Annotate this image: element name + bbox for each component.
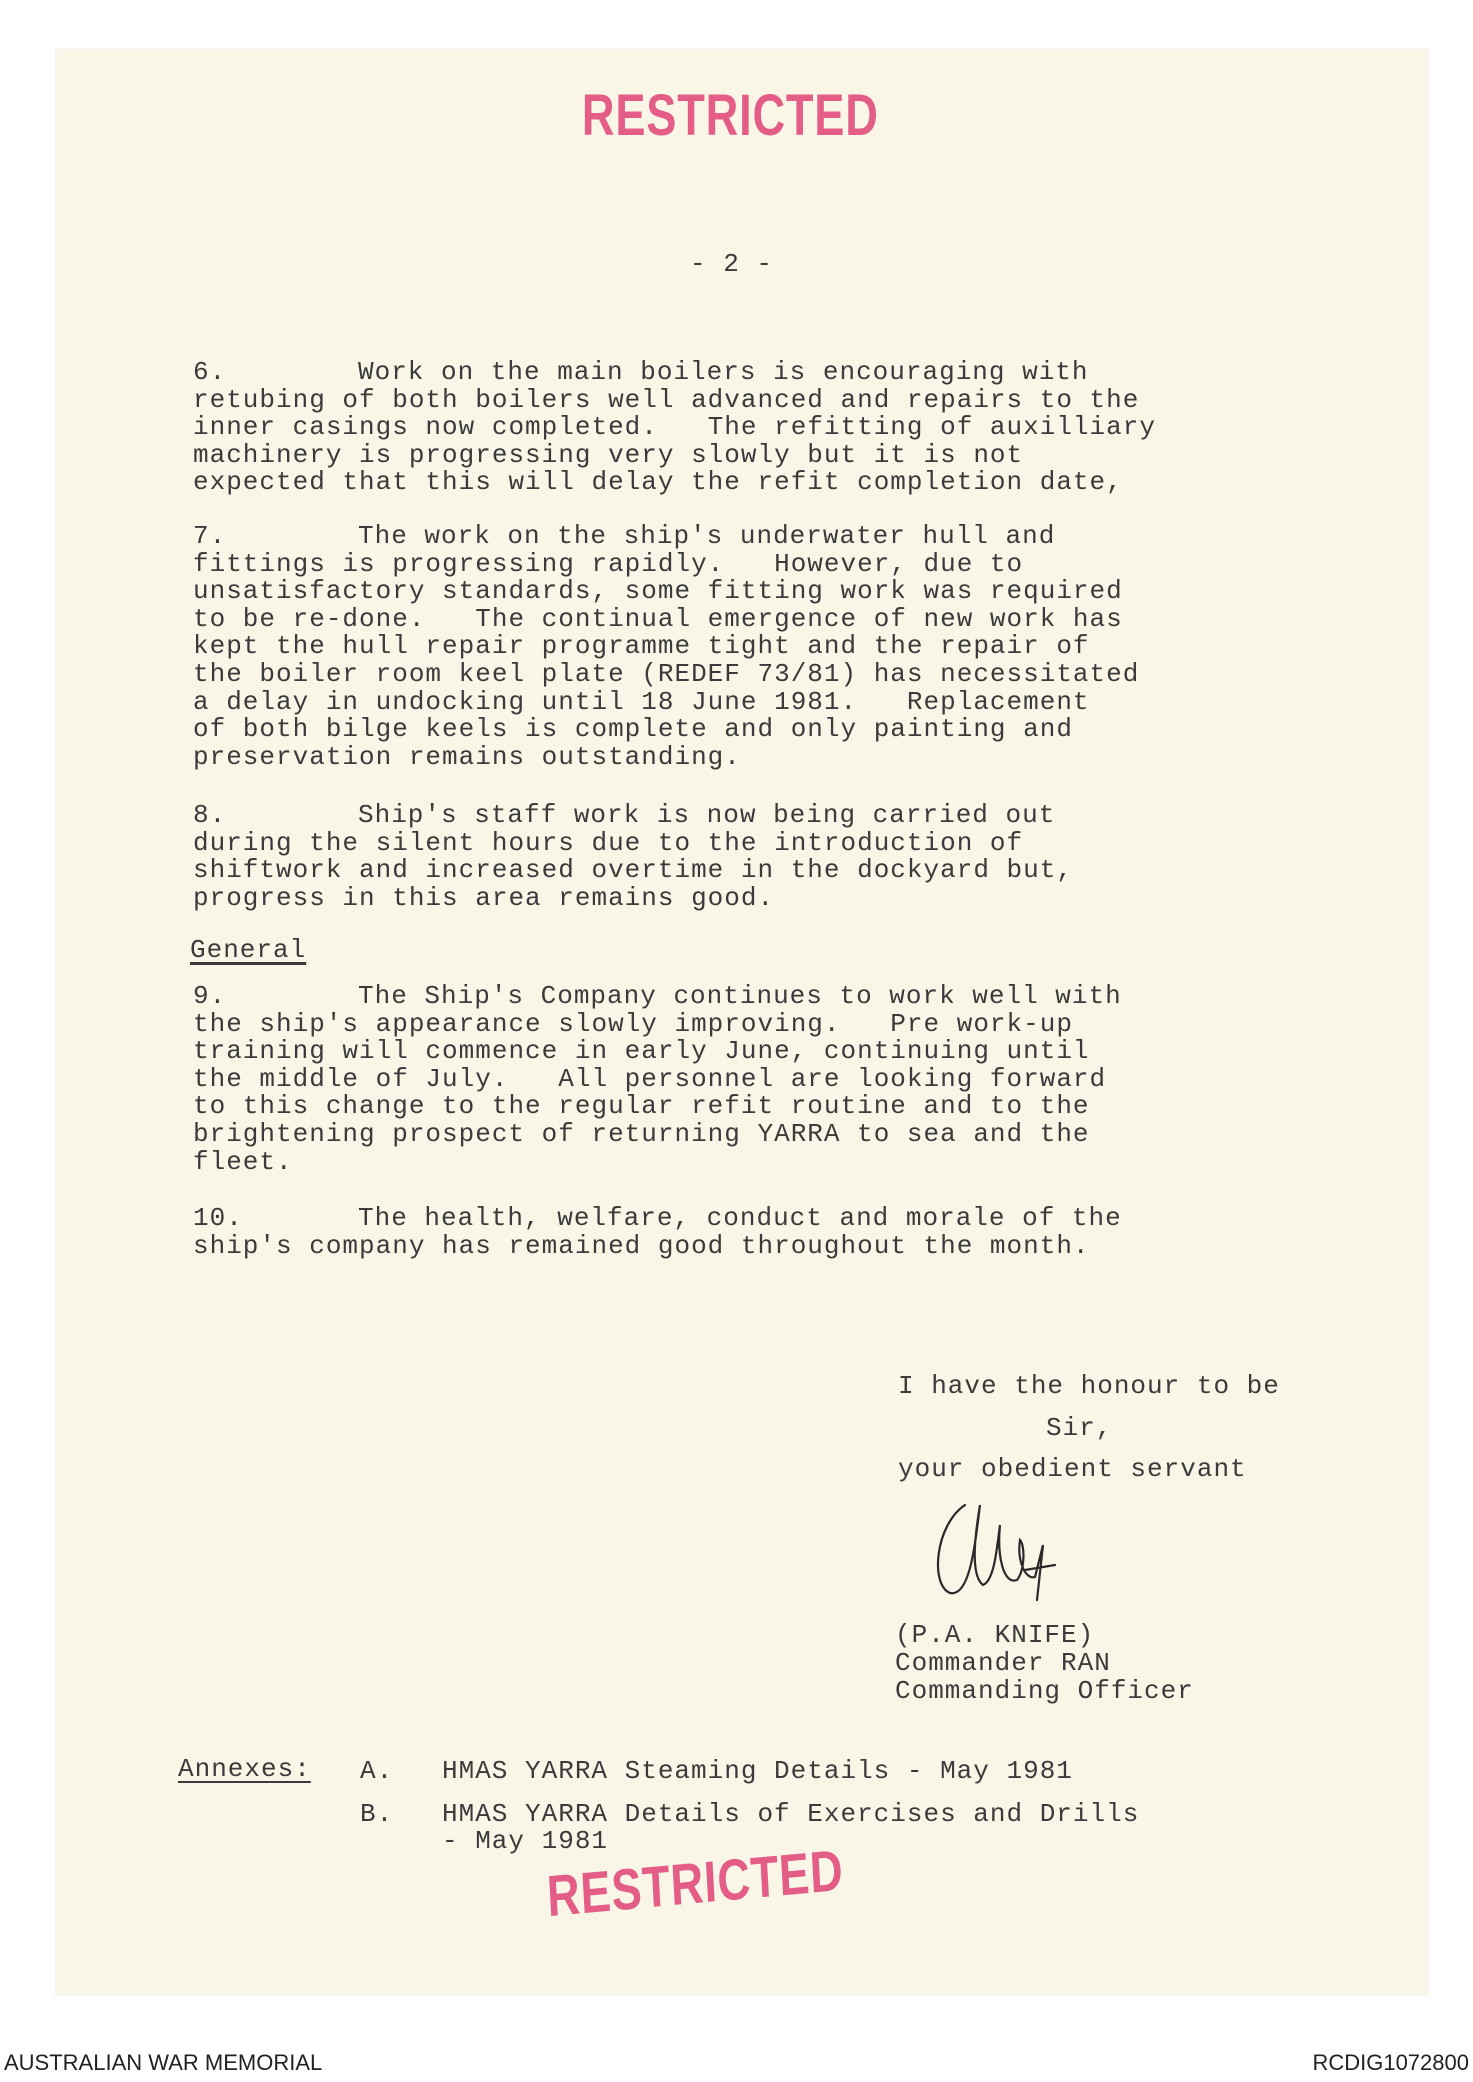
paragraph-line: progress in this area remains good. [193,882,775,913]
closing-line-sir: Sir, [1046,1413,1113,1443]
footer-record-id: RCDIG1072800 [1312,2050,1469,2075]
paragraph-line: Work on the main boilers is encouraging with [358,357,1089,387]
paragraph-line: to this change to the regular refit routine and to the [193,1091,1090,1122]
paragraph-line: ship's company has remained good throughout the month. [193,1230,1090,1261]
paragraph-line: retubing of both boilers well advanced and repairs to the [193,384,1140,415]
signatory-rank: Commander RAN [895,1648,1111,1678]
annex-b-letter: B. [360,1799,394,1829]
paragraph-line: during the silent hours due to the introduction of [193,827,1024,858]
restricted-stamp-bottom: RESTRICTED [545,1837,846,1930]
paragraph-line: fittings is progressing rapidly. However, due to [193,548,1024,579]
paragraph-line: shiftwork and increased overtime in the dockyard but, [193,855,1073,886]
annex-b-title: HMAS YARRA Details of Exercises and Drills [442,1799,1140,1829]
paragraph-number: 8. [193,800,227,830]
paragraph-number: 7. [193,521,227,551]
annexes-label: Annexes: [178,1754,311,1784]
paragraph-number: 6. [193,357,227,387]
signatory-name: (P.A. KNIFE) [895,1620,1095,1650]
paragraph-line: inner casings now completed. The refitting of auxilliary [193,412,1156,443]
paragraph-line: The work on the ship's underwater hull and [358,521,1056,551]
paragraph-line: preservation remains outstanding. [193,741,741,772]
paragraph-number: 10. [193,1203,243,1233]
section-heading-general: General [190,935,307,965]
annex-a-title: HMAS YARRA Steaming Details - May 1981 [442,1756,1073,1786]
annex-a-letter: A. [360,1756,394,1786]
signature [925,1485,1070,1605]
paragraph-line: kept the hull repair programme tight and the repair of [193,631,1090,662]
page-number: - 2 - [690,249,774,279]
paragraph-line: of both bilge keels is complete and only painting and [193,714,1073,745]
restricted-stamp-top: RESTRICTED [581,83,879,148]
signatory-title: Commanding Officer [895,1676,1194,1706]
annex-b-title-cont: - May 1981 [442,1826,609,1856]
paragraph-line: The health, welfare, conduct and morale of the [358,1203,1122,1233]
paragraph-line: unsatisfactory standards, some fitting work was required [193,576,1123,607]
paragraph-line: Ship's staff work is now being carried out [358,800,1056,830]
paragraph-line: a delay in undocking until 18 June 1981. Replacement [193,686,1090,717]
paragraph-line: fleet. [193,1146,293,1177]
closing-line-honour: I have the honour to be [898,1371,1280,1401]
paragraph-line: the middle of July. All personnel are looking forward [193,1063,1107,1094]
paragraph-line: the ship's appearance slowly improving. Pre work-up [193,1008,1073,1039]
paragraph-number: 9. [193,981,227,1011]
paragraph-line: The Ship's Company continues to work well with [358,981,1122,1011]
closing-line-servant: your obedient servant [898,1454,1247,1484]
paragraph-line: to be re-done. The continual emergence of new work has [193,603,1123,634]
paragraph-line: expected that this will delay the refit completion date, [193,467,1123,498]
paragraph-line: the boiler room keel plate (REDEF 73/81) has necessitated [193,659,1140,689]
paragraph-line: training will commence in early June, continuing until [193,1036,1090,1067]
paragraph-line: machinery is progressing very slowly but it is not [193,439,1024,470]
footer-source: AUSTRALIAN WAR MEMORIAL [4,2050,323,2075]
paragraph-line: brightening prospect of returning YARRA to sea and the [193,1119,1090,1149]
